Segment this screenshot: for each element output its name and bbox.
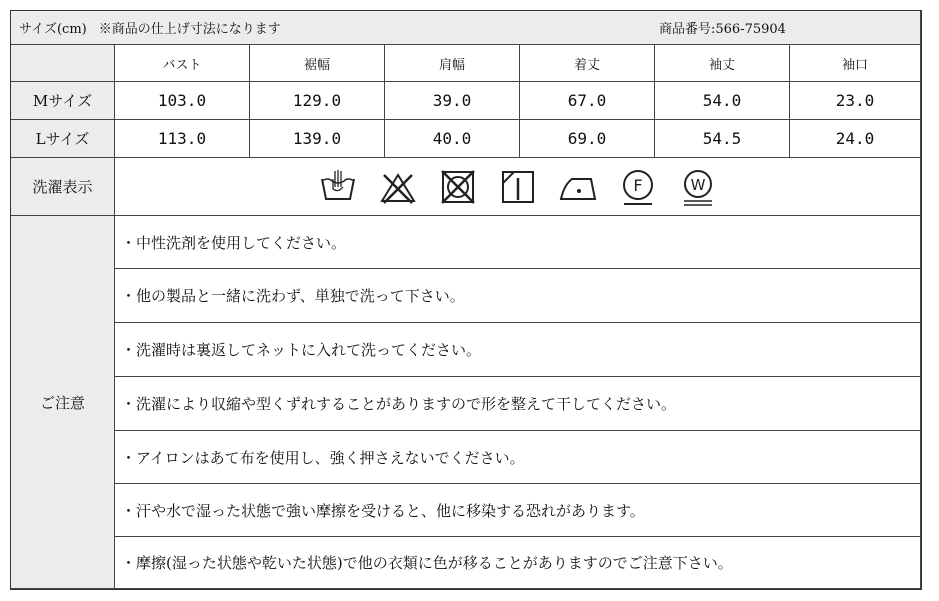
no-tumble-dry-icon bbox=[438, 167, 478, 207]
note-item: ・アイロンはあて布を使用し、強く押さえないでください。 bbox=[115, 431, 921, 484]
drip-dry-shade-icon bbox=[498, 167, 538, 207]
iron-low-icon bbox=[558, 167, 598, 207]
product-number: 商品番号:566-75904 bbox=[659, 22, 786, 37]
col-header-shoulder-width: 肩幅 bbox=[385, 45, 520, 82]
corner-cell bbox=[11, 45, 115, 82]
hand-wash-icon bbox=[318, 167, 358, 207]
note-item: ・他の製品と一緒に洗わず、単独で洗って下さい。 bbox=[115, 269, 921, 323]
table-cell: 113.0 bbox=[115, 120, 250, 158]
notes-label: ご注意 bbox=[11, 216, 115, 589]
wet-clean-w-icon bbox=[678, 167, 718, 207]
dry-clean-f-icon bbox=[618, 167, 658, 207]
care-symbols bbox=[115, 158, 921, 216]
note-item: ・摩擦(湿った状態や乾いた状態)で他の衣類に色が移ることがありますのでご注意下さい。 bbox=[115, 537, 921, 589]
table-cell: 129.0 bbox=[250, 82, 385, 120]
col-header-cuff: 袖口 bbox=[790, 45, 921, 82]
note-item: ・中性洗剤を使用してください。 bbox=[115, 216, 921, 269]
note-item: ・汗や水で湿った状態で強い摩擦を受けると、他に移染する恐れがあります。 bbox=[115, 484, 921, 537]
col-header-length: 着丈 bbox=[520, 45, 655, 82]
row-label-l: Lサイズ bbox=[11, 120, 115, 158]
col-header-bust: バスト bbox=[115, 45, 250, 82]
svg-text:F: F bbox=[632, 175, 643, 195]
table-cell: 139.0 bbox=[250, 120, 385, 158]
no-bleach-icon bbox=[378, 167, 418, 207]
table-cell: 69.0 bbox=[520, 120, 655, 158]
note-item: ・洗濯により収縮や型くずれすることがありますので形を整えて干してください。 bbox=[115, 377, 921, 431]
table-cell: 24.0 bbox=[790, 120, 921, 158]
dimension-note: ※商品の仕上げ寸法になります bbox=[98, 22, 281, 37]
table-cell: 54.0 bbox=[655, 82, 790, 120]
table-cell: 54.5 bbox=[655, 120, 790, 158]
size-care-sheet bbox=[10, 10, 922, 590]
care-label: 洗濯表示 bbox=[11, 158, 115, 216]
size-unit-label: サイズ(cm) bbox=[19, 22, 87, 37]
row-label-m: Mサイズ bbox=[11, 82, 115, 120]
col-header-hem-width: 裾幅 bbox=[250, 45, 385, 82]
col-header-sleeve-length: 袖丈 bbox=[655, 45, 790, 82]
table-cell: 67.0 bbox=[520, 82, 655, 120]
table-cell: 23.0 bbox=[790, 82, 921, 120]
table-cell: 103.0 bbox=[115, 82, 250, 120]
note-item: ・洗濯時は裏返してネットに入れて洗ってください。 bbox=[115, 323, 921, 377]
header-row bbox=[11, 11, 921, 45]
svg-text:W: W bbox=[690, 175, 705, 194]
table-cell: 40.0 bbox=[385, 120, 520, 158]
table-cell: 39.0 bbox=[385, 82, 520, 120]
